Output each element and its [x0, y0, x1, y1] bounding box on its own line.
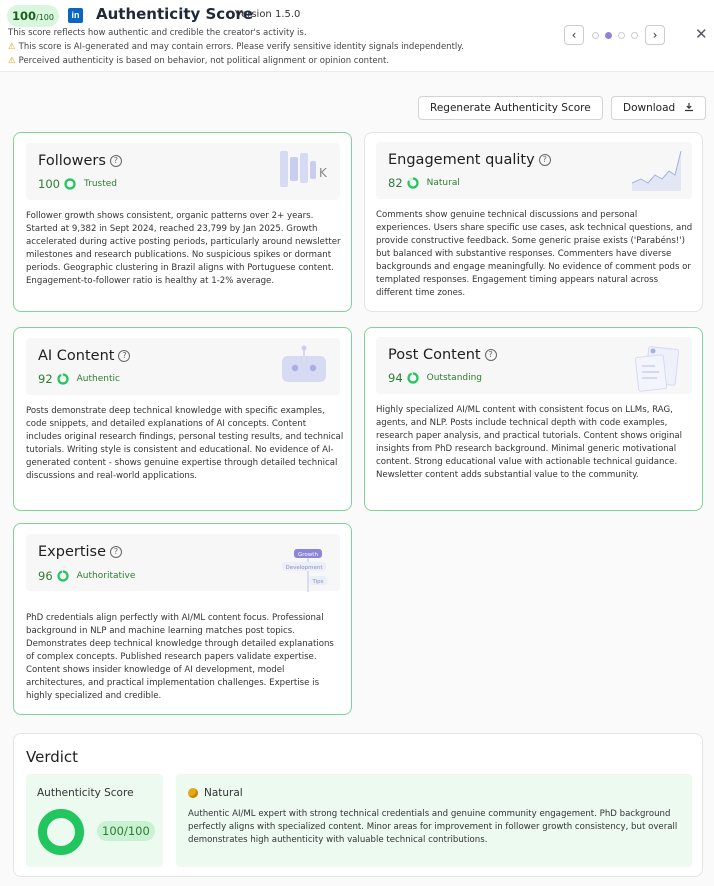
authenticity-score-value: 100/100	[97, 821, 155, 841]
verdict-badge	[188, 787, 243, 799]
verdict-panel	[13, 733, 703, 877]
status-label: Authentic	[76, 374, 120, 384]
download-icon	[684, 102, 694, 112]
robot-illustration	[278, 344, 330, 386]
illus-label: Growth	[298, 552, 318, 558]
warning-text: Perceived authenticity is based on behavior, not political alignment or opinion content.	[18, 56, 390, 66]
card-score	[388, 371, 482, 385]
pager-dot[interactable]	[631, 32, 638, 39]
score-number: 82	[388, 176, 403, 190]
authenticity-score-label: Authenticity Score	[37, 787, 134, 799]
header	[0, 0, 714, 72]
card-score	[38, 569, 135, 583]
card-body: PhD credentials align perfectly with AI/ML content focus. Professional background in NLP and machine learning matches post topics. Demonstrates deep technical knowledge through detailed explanations of complex concepts. Published research papers validate expertise. Content shows insider knowledge of AI development, model architectures, and practical implementation challenges. Expertise is highly specialized and credible.	[26, 613, 334, 701]
help-icon[interactable]: ?	[539, 154, 551, 166]
download-button[interactable]	[611, 96, 706, 120]
card-title: Post Content ?	[388, 347, 497, 363]
pager-dot-active[interactable]	[605, 32, 612, 39]
score-ring-icon	[57, 373, 69, 385]
warning-icon: ⚠	[8, 56, 16, 66]
illus-label: Tips	[312, 579, 324, 585]
expertise-card	[13, 523, 352, 715]
posts-illustration	[633, 346, 681, 394]
illus-k-label: K	[319, 166, 327, 180]
score-pill	[7, 5, 59, 27]
help-icon[interactable]: ?	[110, 155, 122, 167]
card-title: Followers ?	[38, 153, 122, 169]
score-ring-icon	[407, 177, 419, 189]
score-number: 92	[38, 372, 53, 386]
page-subtitle: This score reflects how authentic and credible the creator's activity is.	[8, 28, 307, 38]
status-label: Authoritative	[76, 571, 136, 581]
chevron-right-icon: ›	[652, 28, 658, 42]
illus-label: Development	[285, 565, 323, 571]
verdict-summary	[176, 774, 692, 867]
chevron-left-icon: ‹	[571, 28, 577, 42]
ai-content-card	[13, 327, 352, 511]
score-ring-icon	[407, 372, 419, 384]
help-icon[interactable]: ?	[118, 350, 130, 362]
score-ring-icon	[64, 178, 76, 190]
verdict-text: Authentic AI/ML expert with strong technical credentials and genuine community engagement. PhD background perfectly aligns with specialized content. Minor areas for improvement in follower growth consistency, but overall demonstrates high authenticity with valuable technical contributions.	[188, 809, 678, 845]
score-number: 96	[38, 569, 53, 583]
verdict-title: Verdict	[26, 748, 79, 766]
next-button[interactable]	[645, 25, 665, 45]
expertise-illustration	[280, 548, 332, 594]
version-label: Version 1.5.0	[235, 9, 301, 20]
followers-card	[13, 132, 352, 312]
warning-line	[8, 42, 464, 52]
authenticity-score-ring	[37, 808, 85, 856]
engagement-chart-illustration	[631, 149, 683, 191]
score-ring-icon	[57, 570, 69, 582]
pager-dot[interactable]	[592, 32, 599, 39]
score-number: 94	[388, 371, 403, 385]
score-value: 100	[12, 9, 37, 23]
status-dot-icon	[188, 788, 198, 798]
verdict-badge-label: Natural	[204, 787, 243, 799]
card-body: Comments show genuine technical discussions and personal experiences. Users share specific use cases, ask technical questions, and provide constructive feedback. Some generic praise exists ('Parabéns!') but balanced with substantive responses. Commenters have diverse backgrounds and engage meaningfully. No evidence of comment pods or templated responses. Engagement timing appears natural across different time zones.	[376, 210, 693, 298]
warning-text: This score is AI-generated and may contain errors. Please verify sensitive identity signals independently.	[18, 42, 464, 52]
authenticity-score-box	[26, 774, 163, 867]
regenerate-button[interactable]	[418, 96, 603, 120]
card-title: AI Content ?	[38, 348, 130, 364]
warning-icon: ⚠	[8, 42, 16, 52]
pager-dots	[592, 32, 638, 39]
warning-line	[8, 56, 389, 66]
score-number: 100	[38, 177, 60, 191]
pager-dot[interactable]	[618, 32, 625, 39]
card-body: Posts demonstrate deep technical knowledge with specific examples, code snippets, and detailed explanations of AI concepts. Content includes original research findings, personal testing results, and technical tutorials. Writing style is consistent and educational. No evidence of AI-generated content - shows genuine expertise through detailed technical discussions and real-world applications.	[26, 406, 344, 481]
engagement-card	[364, 132, 703, 312]
help-icon[interactable]: ?	[110, 546, 122, 558]
card-body: Follower growth shows consistent, organic patterns over 2+ years. Started at 9,382 in Sept 2024, reached 23,799 by Jan 2025. Growth accelerated during active posting periods, particularly around newsletter milestones and research publications. No suspicious spikes or dormant periods. Geographic clustering in Brazil aligns with Portuguese content. Engagement-to-follower ratio is healthy at 1-2% average.	[26, 211, 341, 286]
card-title: Engagement quality ?	[388, 152, 551, 168]
card-title: Expertise ?	[38, 544, 122, 560]
regenerate-label: Regenerate Authenticity Score	[430, 102, 591, 114]
status-label: Outstanding	[426, 373, 483, 383]
previous-button[interactable]	[564, 25, 584, 45]
download-label: Download	[623, 102, 676, 114]
card-score	[388, 176, 460, 190]
post-content-card	[364, 327, 703, 511]
card-body: Highly specialized AI/ML content with consistent focus on LLMs, RAG, agents, and NLP. Posts include technical depth with code examples, research paper analysis, and practical tutorials. Content shows original insights from PhD research background. Minimal generic motivational content. Strong educational value with actionable technical guidance. Newsletter content adds substantial value to the community.	[376, 405, 683, 480]
card-score	[38, 177, 117, 191]
card-score	[38, 372, 120, 386]
help-icon[interactable]: ?	[485, 349, 497, 361]
page-title: Authenticity Score	[96, 5, 254, 23]
linkedin-icon: in	[68, 8, 83, 23]
status-label: Natural	[426, 178, 460, 188]
followers-illustration	[278, 149, 330, 191]
close-icon[interactable]: ✕	[695, 25, 708, 43]
status-label: Trusted	[83, 179, 117, 189]
score-max: /100	[36, 13, 54, 22]
